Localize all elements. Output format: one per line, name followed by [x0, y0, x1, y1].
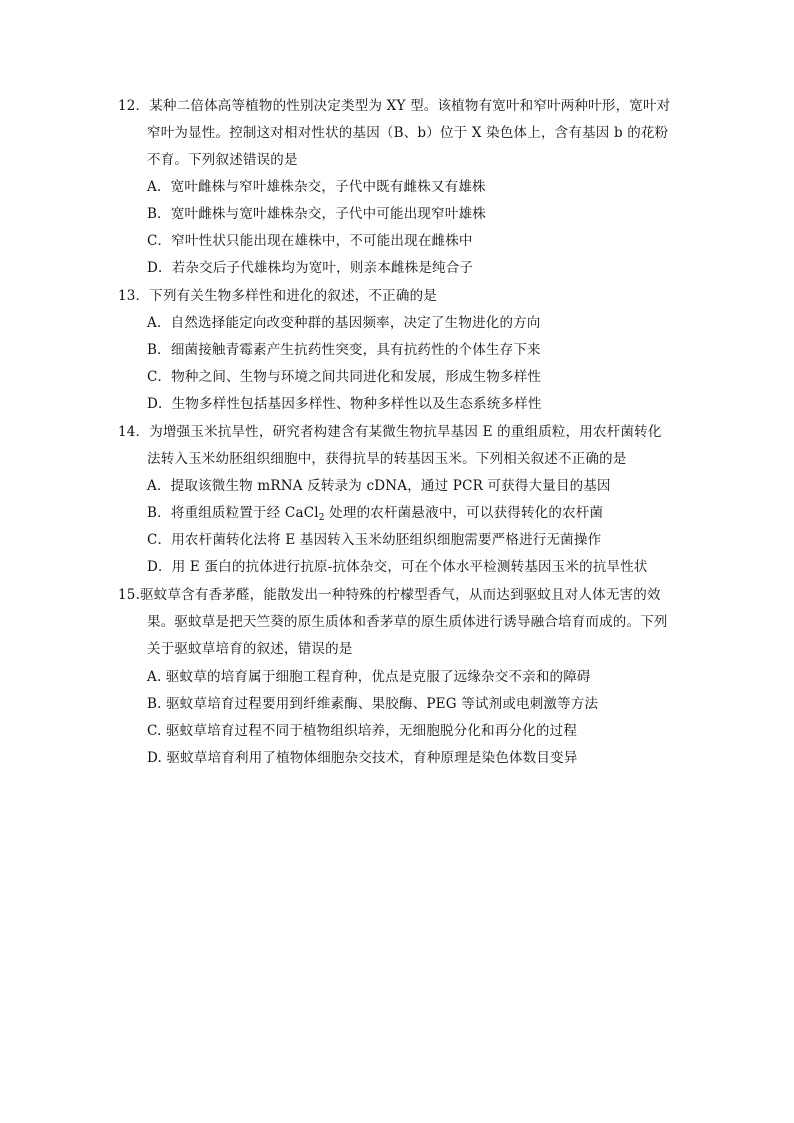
- question-12-stem-line-3: 不育。下列叙述错误的是: [147, 152, 298, 168]
- question-12-option-d: D．若杂交后子代雄株均为宽叶，则亲本雌株是纯合子: [147, 260, 474, 276]
- question-14-option-b-prefix: B．将重组质粒置于经 CaCl: [147, 505, 319, 521]
- question-14-option-c: C．用农杆菌转化法将 E 基因转入玉米幼胚组织细胞需要严格进行无菌操作: [147, 532, 602, 548]
- question-14-option-d: D．用 E 蛋白的抗体进行抗原-抗体杂交，可在个体水平检测转基因玉米的抗旱性状: [147, 559, 648, 575]
- question-13-option-b: B．细菌接触青霉素产生抗药性突变，具有抗药性的个体生存下来: [147, 342, 541, 358]
- question-13-option-a: A．自然选择能定向改变种群的基因频率，决定了生物进化的方向: [147, 315, 541, 331]
- question-13-option-d: D．生物多样性包括基因多样性、物种多样性以及生态系统多样性: [147, 396, 542, 412]
- question-12-number: 12．: [118, 98, 150, 114]
- question-14-stem-line-1: [118, 423, 662, 441]
- question-13-stem-line-1: [118, 287, 437, 305]
- question-14-stem-text-1: 为增强玉米抗旱性，研究者构建含有某微生物抗旱基因 E 的重组质粒，用农杆菌转化: [149, 424, 662, 440]
- question-13-option-c: C．物种之间、生物与环境之间共同进化和发展，形成生物多样性: [147, 369, 542, 385]
- question-12-option-b: B．宽叶雌株与宽叶雄株杂交，子代中可能出现窄叶雄株: [147, 206, 486, 222]
- question-14-stem-line-2: 法转入玉米幼胚组织细胞中，获得抗旱的转基因玉米。下列相关叙述不正确的是: [147, 451, 627, 467]
- question-15-stem-text-1: 驱蚊草含有香茅醛，能散发出一种特殊的柠檬型香气，从而达到驱蚊且对人体无害的效: [140, 587, 661, 603]
- question-15-option-c: C. 驱蚊草培育过程不同于植物组织培养，无细胞脱分化和再分化的过程: [147, 723, 578, 739]
- question-14-number: 14．: [118, 424, 150, 440]
- question-15-stem-line-2: 果。驱蚊草是把天竺葵的原生质体和香茅草的原生质体进行诱导融合培育而成的。下列: [147, 614, 668, 630]
- question-15-option-d: D. 驱蚊草培育利用了植物体细胞杂交技术，育种原理是染色体数目变异: [147, 750, 578, 766]
- question-12-option-a: A．宽叶雌株与窄叶雄株杂交，子代中既有雌株又有雄株: [147, 179, 486, 195]
- question-15-number: 15.: [118, 587, 141, 603]
- question-15-option-a: A. 驱蚊草的培育属于细胞工程育种，优点是克服了远缘杂交不亲和的障碍: [147, 669, 591, 685]
- question-14-option-b: [147, 504, 603, 527]
- question-15-option-b: B. 驱蚊草培育过程要用到纤维素酶、果胶酶、PEG 等试剂或电刺激等方法: [147, 696, 599, 712]
- question-14-option-a: A．提取该微生物 mRNA 反转录为 cDNA，通过 PCR 可获得大量目的基因: [147, 478, 611, 494]
- question-14-option-b-suffix: 处理的农杆菌悬液中，可以获得转化的农杆菌: [324, 505, 604, 521]
- question-13-number: 13．: [118, 288, 150, 304]
- question-12-stem-text-1: 某种二倍体高等植物的性别决定类型为 XY 型。该植物有宽叶和窄叶两种叶形，宽叶对: [149, 98, 671, 114]
- question-14-option-b-subscript: 2: [318, 513, 325, 523]
- question-12-stem-line-1: [118, 97, 670, 115]
- question-12-option-c: C．窄叶性状只能出现在雄株中，不可能出现在雌株中: [147, 233, 473, 249]
- question-15-stem-line-3: 关于驱蚊草培育的叙述，错误的是: [147, 641, 353, 657]
- question-12-stem-line-2: 窄叶为显性。控制这对相对性状的基因（B、b）位于 X 染色体上，含有基因 b 的花粉: [147, 125, 669, 141]
- question-15-stem-line-1: [118, 586, 661, 604]
- question-13-stem-text-1: 下列有关生物多样性和进化的叙述，不正确的是: [149, 288, 437, 304]
